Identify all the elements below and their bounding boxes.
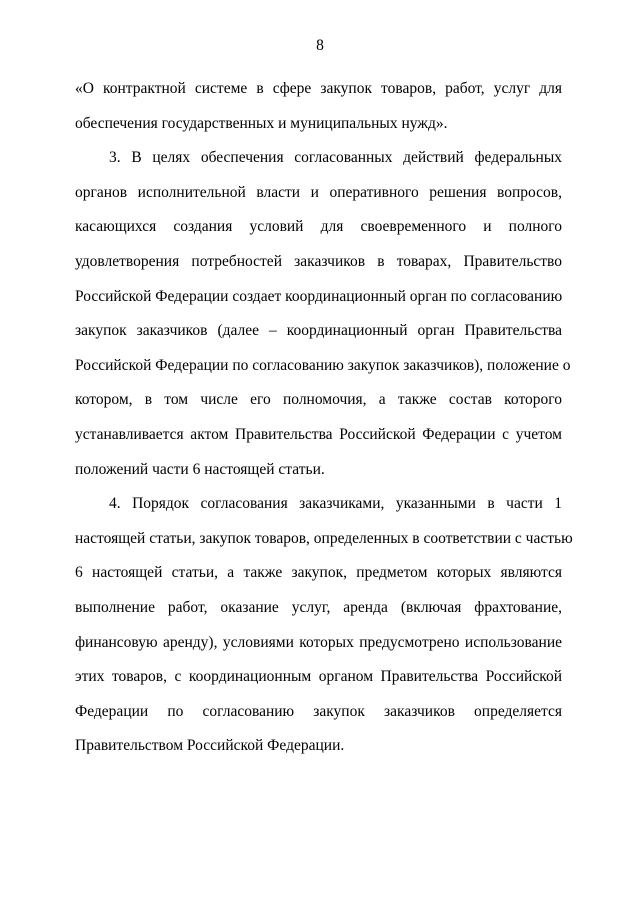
- text-line: органов исполнительной власти и оперативного решения вопросов,: [75, 183, 562, 201]
- text-line: касающихся создания условий для своевременного и полного: [75, 218, 562, 236]
- text-line: Российской Федерации создает координационный орган по согласованию: [75, 287, 563, 305]
- text-line: этих товаров, с координационным органом Правительства Российской: [75, 668, 562, 686]
- text-line: 4. Порядок согласования заказчиками, указанными в части 1: [109, 495, 562, 513]
- text-line: финансовую аренду), условиями которых предусмотрено использование: [75, 633, 562, 651]
- text-line: удовлетворения потребностей заказчиков в товарах, Правительство: [75, 252, 562, 270]
- text-line: котором, в том числе его полномочия, а также состав которого: [75, 391, 562, 409]
- text-line: устанавливается актом Правительства Российской Федерации с учетом: [75, 425, 562, 443]
- text-line: закупок заказчиков (далее – координационный орган Правительства: [75, 322, 562, 340]
- text-line: Правительством Российской Федерации.: [75, 737, 345, 755]
- text-line: 6 настоящей статьи, а также закупок, предметом которых являются: [75, 564, 562, 582]
- paragraph-item-3: [75, 141, 571, 487]
- document-body: [75, 72, 573, 764]
- paragraph-item-4: [75, 487, 573, 764]
- text-line: выполнение работ, оказание услуг, аренда (включая фрахтование,: [75, 598, 562, 616]
- paragraph-law-title-continuation: [75, 72, 562, 141]
- text-line: Федерации по согласованию закупок заказчиков определяется: [75, 702, 562, 720]
- text-line: «О контрактной системе в сфере закупок товаров, работ, услуг для: [75, 80, 562, 97]
- text-line: настоящей статьи, закупок товаров, определенных в соответствии с частью: [75, 529, 573, 547]
- page-number: 8: [316, 37, 324, 54]
- text-line: положений части 6 настоящей статьи.: [75, 460, 325, 478]
- text-line: обеспечения государственных и муниципальных нужд».: [75, 114, 448, 132]
- text-line: Российской Федерации по согласованию закупок заказчиков), положение о: [75, 356, 571, 374]
- text-line: 3. В целях обеспечения согласованных действий федеральных: [109, 149, 562, 167]
